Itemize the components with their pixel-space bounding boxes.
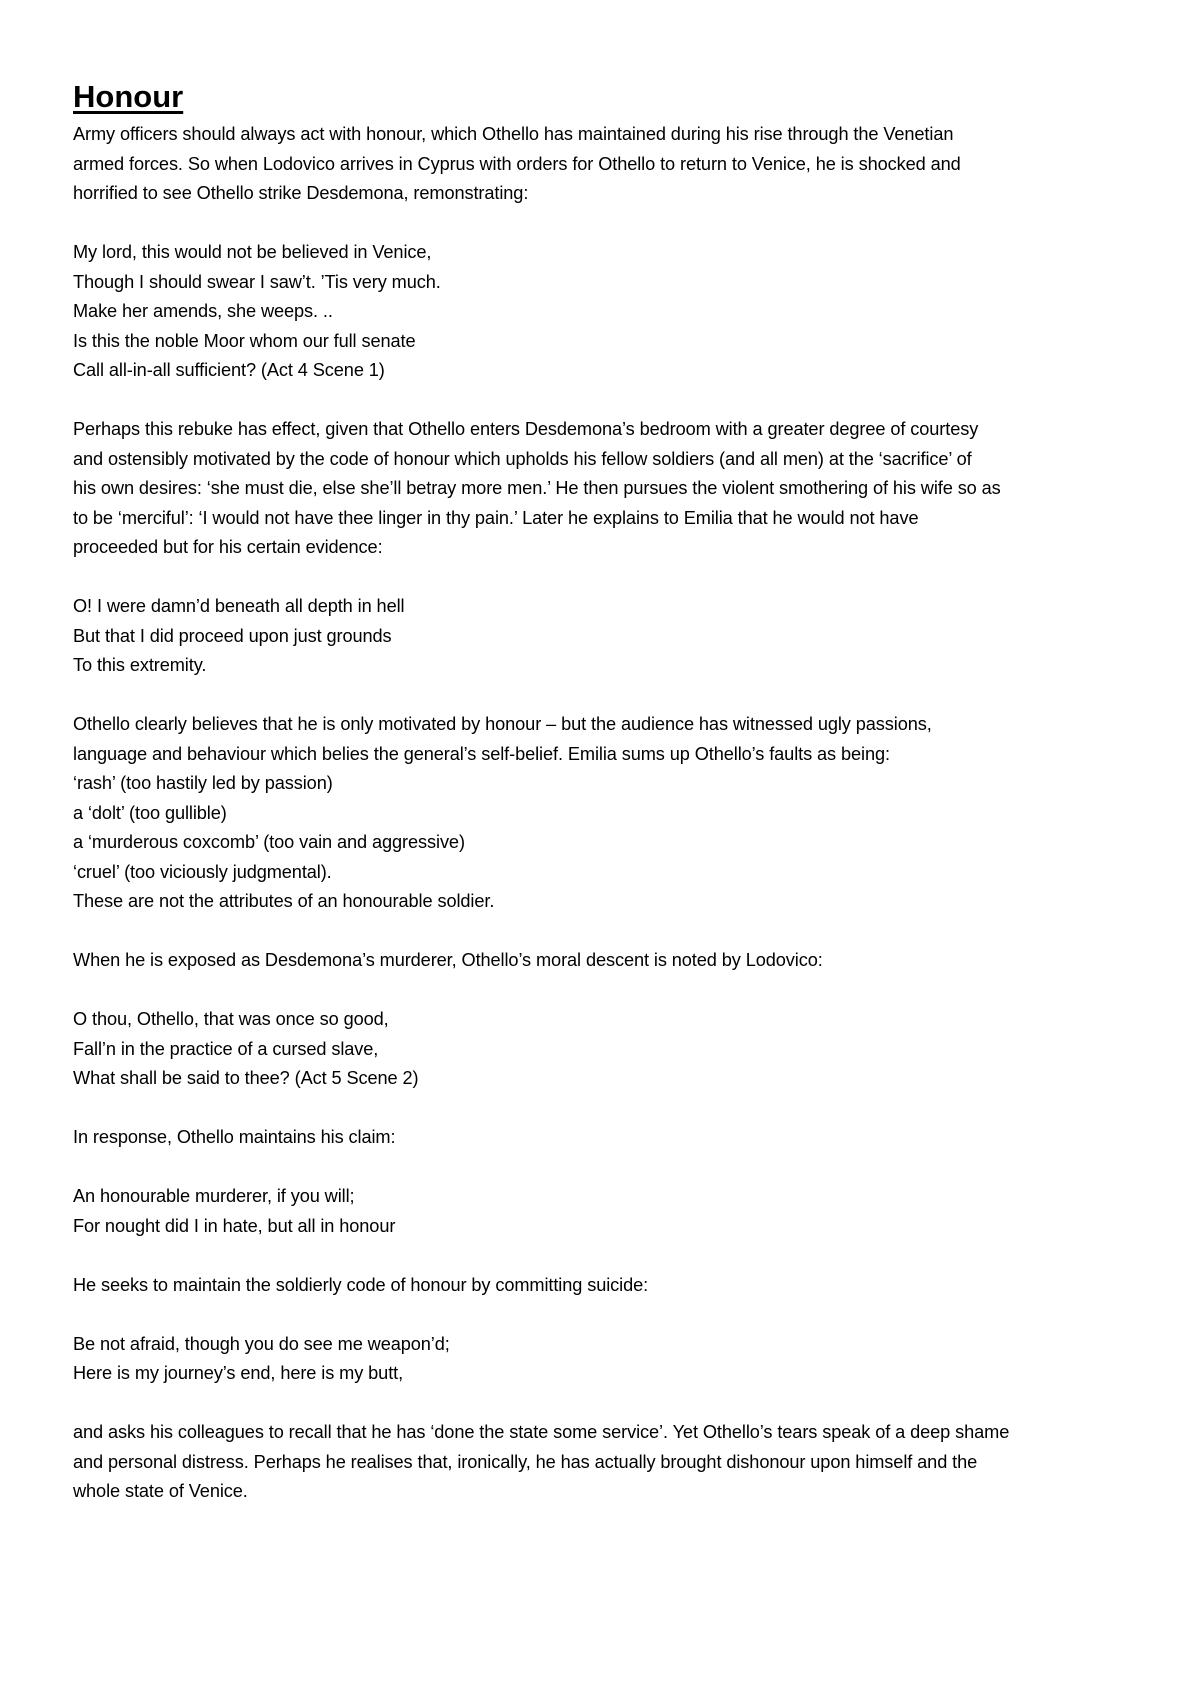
page-title: Honour [73, 79, 184, 114]
spacer [73, 563, 1133, 593]
text-line: whole state of Venice. [73, 1481, 248, 1501]
quote-line: Here is my journey’s end, here is my butt, [73, 1363, 404, 1383]
quote-line: O! I were damn’d beneath all depth in hell [73, 596, 405, 616]
text-line: Army officers should always act with honour, which Othello has maintained during his rise through the Venetian [73, 124, 954, 144]
quote-line: Is this the noble Moor whom our full senate [73, 330, 416, 351]
text-line: ‘rash’ (too hastily led by passion) [73, 773, 333, 793]
quote-honourable-murderer [73, 1182, 1133, 1241]
spacer [73, 681, 1133, 711]
text-line: horrified to see Othello strike Desdemona, remonstrating: [73, 183, 529, 203]
quote-line: My lord, this would not be believed in Venice, [73, 242, 432, 262]
text-line: language and behaviour which belies the general’s self-belief. Emilia sums up Othello’s faults as being: [73, 743, 890, 764]
spacer [73, 1153, 1133, 1183]
spacer [73, 1241, 1133, 1271]
spacer [73, 976, 1133, 1006]
text-line: He seeks to maintain the soldierly code of honour by committing suicide: [73, 1274, 649, 1295]
text-line: Perhaps this rebuke has effect, given that Othello enters Desdemona’s bedroom with a greater degree of courtesy [73, 419, 979, 439]
text-line: proceeded but for his certain evidence: [73, 537, 383, 557]
paragraph-faults [73, 710, 1133, 917]
text-line: ‘cruel’ (too viciously judgmental). [73, 861, 332, 882]
spacer [73, 1094, 1133, 1124]
spacer [73, 1300, 1133, 1330]
paragraph-suicide [73, 1271, 1133, 1301]
paragraph-intro [73, 120, 1133, 209]
paragraph-conclusion [73, 1418, 1133, 1507]
quote-line: O thou, Othello, that was once so good, [73, 1009, 389, 1029]
text-line: a ‘murderous coxcomb’ (too vain and aggressive) [73, 832, 465, 852]
quote-line: For nought did I in hate, but all in honour [73, 1215, 396, 1236]
quote-line: Fall’n in the practice of a cursed slave, [73, 1038, 379, 1059]
quote-lodovico-venice [73, 238, 1133, 386]
paragraph-exposed [73, 946, 1133, 976]
paragraph-response [73, 1123, 1133, 1153]
text-line: to be ‘merciful’: ‘I would not have thee linger in thy pain.’ Later he explains to Emilia that he would not have [73, 507, 919, 528]
quote-line: An honourable murderer, if you will; [73, 1186, 355, 1206]
text-line: his own desires: ‘she must die, else she’ll betray more men.’ He then pursues the violent smothering of his wife so as [73, 478, 1001, 498]
spacer [73, 386, 1133, 416]
text-line: These are not the attributes of an honourable soldier. [73, 891, 495, 911]
text-line: and asks his colleagues to recall that he has ‘done the state some service’. Yet Othello’s tears speak of a deep shame [73, 1422, 1010, 1442]
quote-line: Call all-in-all sufficient? (Act 4 Scene 1) [73, 360, 385, 380]
text-line: and personal distress. Perhaps he realises that, ironically, he has actually brought dishonour upon himself and the [73, 1451, 978, 1472]
text-line: armed forces. So when Lodovico arrives in Cyprus with orders for Othello to return to Venice, he is shocked and [73, 153, 961, 174]
text-line: When he is exposed as Desdemona’s murderer, Othello’s moral descent is noted by Lodovico: [73, 950, 823, 970]
quote-line: What shall be said to thee? (Act 5 Scene 2) [73, 1068, 419, 1088]
text-line: In response, Othello maintains his claim: [73, 1127, 396, 1147]
quote-line: But that I did proceed upon just grounds [73, 625, 392, 646]
text-line: Othello clearly believes that he is only motivated by honour – but the audience has witnessed ugly passions, [73, 714, 932, 734]
quote-o-thou [73, 1005, 1133, 1094]
spacer [73, 1389, 1133, 1419]
quote-line: Though I should swear I saw’t. ’Tis very much. [73, 271, 441, 292]
spacer [73, 917, 1133, 947]
quote-line: Be not afraid, though you do see me weapon’d; [73, 1333, 450, 1354]
document-page [73, 74, 1133, 1507]
text-line: a ‘dolt’ (too gullible) [73, 802, 227, 823]
quote-weaponed [73, 1330, 1133, 1389]
paragraph-rebuke [73, 415, 1133, 563]
text-line: and ostensibly motivated by the code of honour which upholds his fellow soldiers (and all men) at the ‘sacrifice’ of [73, 448, 972, 469]
quote-line: To this extremity. [73, 655, 207, 675]
quote-line: Make her amends, she weeps. .. [73, 301, 333, 321]
spacer [73, 209, 1133, 239]
quote-damnd [73, 592, 1133, 681]
